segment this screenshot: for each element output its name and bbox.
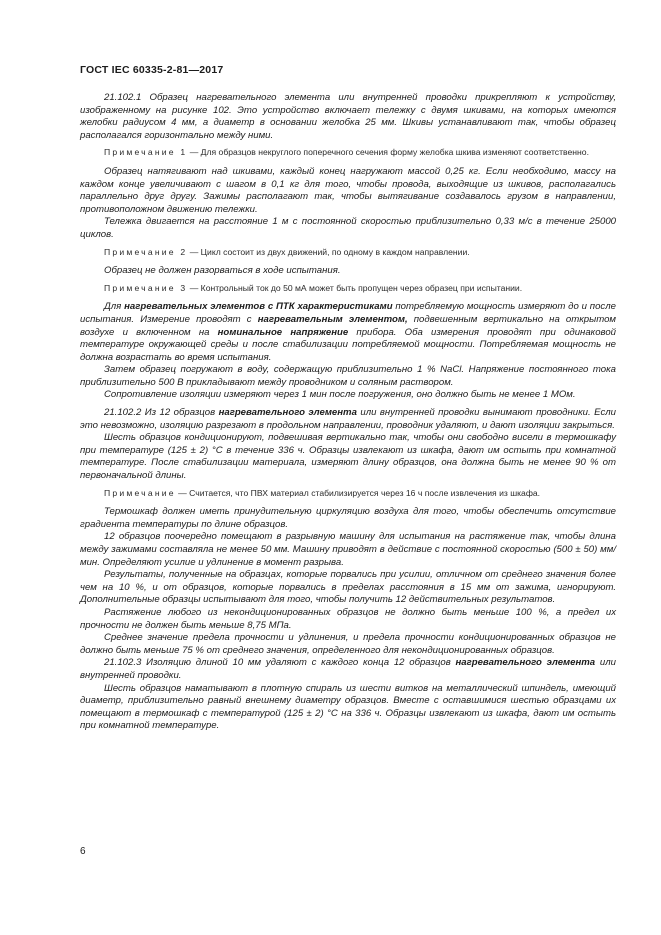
p21-102-3-text-1: 21.102.3 Изоляцию длиной 10 мм удаляют с каждого конца 12 образцов (104, 657, 456, 669)
paragraph-ptc (80, 301, 616, 364)
note-1-text: — Для образцов некруглого поперечного сечения форму желобка шкива изменяют соответственно. (187, 147, 589, 158)
note-pvc-label: Примечание (104, 487, 176, 498)
paragraph-21-102-3 (80, 657, 616, 682)
note-2-text: — Цикл состоит из двух движений, по одному в каждом направлении. (187, 246, 470, 257)
page-number: 6 (80, 846, 86, 857)
paragraph-conditioning: Шесть образцов кондиционируют, подвешивая вертикально так, чтобы они свободно висели в термошкафу при температуре (125 ± 2) °С в течение 336 ч. Образцы извлекают из шкафа, дают им остыть при комнатной температуре. После стабилизации материала, измеряют длину образцов, она должна быть не менее 90 % от первоначальной длины. (80, 432, 616, 482)
paragraph-immersion: Затем образец погружают в воду, содержащую приблизительно 1 % NaCl. Напряжение постоянного тока приблизительно 500 В прикладывают между проводником и соляным раствором. (80, 364, 616, 388)
paragraph-average: Среднее значение предела прочности и удлинения, и предела прочности кондиционированных образцов не должно быть меньше 75 % от среднего значения, определенного для некондиционированных образцов. (80, 632, 616, 656)
ptc-text-1: Для (104, 301, 125, 313)
paragraph-insulation-resistance: Сопротивление изоляции измеряют через 1 мин после погружения, оно должно быть не менее 1 МОм. (104, 389, 576, 401)
paragraph-results: Результаты, полученные на образцах, которые порвались при усилии, отличном от среднего значения более чем на 10 %, и от образцов, которые порвались в пределах расстояния в 15 мм от зажима, игнорируют. Дополнительные образцы испытывают для того, чтобы получить 12 действительных результатов. (80, 569, 616, 606)
p21-102-2-text-1: 21.102.2 Из 12 образцов (104, 407, 219, 419)
standard-designation: ГОСТ IEC 60335-2-81—2017 (80, 64, 224, 76)
note-3-text: — Контрольный ток до 50 мА может быть пропущен через образец при испытании. (187, 282, 523, 293)
ptc-term-1: нагревательных элементов с ПТК характеристиками (124, 301, 393, 313)
note-pvc (80, 488, 616, 500)
paragraph-tension: Образец натягивают над шкивами, каждый конец нагружают массой 0,25 кг. Если необходимо, массу на каждом конце увеличивают с шагом в 0,1 кг для того, чтобы провода, выходящие из шкивов, располагались параллельно друг другу. Зажимы располагают так, чтобы вытягивание создавалось грузом в направлении, противоположном движению тележки. (80, 165, 616, 215)
ptc-text-3: подвешенным вертикально на открытом воздухе и включенном на (80, 313, 616, 338)
paragraph-21-102-1: 21.102.1 Образец нагревательного элемента или внутренней проводки прикрепляют к устройству, изображенному на рисунке 102. Это устройство включает тележку с двумя шкивами, на которых имеются желобки радиусом 4 мм, а диаметр в основании желобка 25 мм. Шкивы устанавливают так, чтобы образец располагался горизонтально между ними. (80, 92, 616, 141)
paragraph-tensile-test: 12 образцов поочередно помещают в разрывную машину для испытания на растяжение так, чтобы длина между зажимами составляла не менее 50 мм. Машину приводят в действие с постоянной скоростью (500 ± 50) мм/мин. Определяют усилие и удлинение в момент разрыва. (80, 531, 616, 568)
ptc-term-2: нагревательным элементом, (257, 313, 408, 325)
note-1-label: Примечание 1 (104, 147, 188, 158)
paragraph-elongation: Растяжение любого из некондиционированных образцов не должно быть меньше 100 %, а предел их прочности не должен быть меньше 8,75 МПа. (80, 606, 616, 631)
p21-102-3-term: нагревательного элемента (455, 657, 596, 669)
note-pvc-text: — Считается, что ПВХ материал стабилизируется через 16 ч после извлечения из шкафа. (175, 487, 541, 498)
paragraph-no-break: Образец не должен разорваться в ходе испытания. (104, 265, 341, 277)
document-body (80, 92, 616, 733)
note-3-label: Примечание 3 (104, 282, 188, 293)
paragraph-21-102-2 (80, 407, 616, 432)
p21-102-3-text-2: или внутренней проводки. (80, 657, 616, 681)
p21-102-2-term: нагревательного элемента (218, 407, 357, 419)
paragraph-carriage: Тележка двигается на расстояние 1 м с постоянной скоростью приблизительно 0,33 м/с в течение 25000 циклов. (80, 216, 616, 240)
note-2 (80, 247, 616, 259)
ptc-term-3: номинальное напряжение (217, 326, 349, 338)
paragraph-oven: Термошкаф должен иметь принудительную циркуляцию воздуха для того, чтобы обеспечить отсутствие градиента температуры по длине образцов. (80, 506, 616, 530)
paragraph-spiral: Шесть образцов наматывают в плотную спираль из шести витков на металлический шпиндель, имеющий диаметр, приблизительно равный внешнему диаметру образцов. Вместе с оставшимися шестью образцами их помещают в термошкаф с температурой (125 ± 2) °С на 336 ч. Образцы извлекают из шкафа, дают им остыть при комнатной температуре. (80, 682, 616, 732)
note-2-label: Примечание 2 (104, 246, 188, 257)
note-1 (80, 147, 616, 159)
note-3 (80, 283, 616, 295)
ptc-text-2: потребляемую мощность измеряют до и после испытания. Измерение проводят с (80, 301, 616, 325)
ptc-text-4: прибора. Оба измерения проводят при одинаковой температуре окружающей среды и после стабилизации потребляемой мощности. Потребляемая мощность не должна возрастать во время испытания. (80, 326, 616, 363)
p21-102-2-text-2: или внутренней проводки вынимают проводники. Если это невозможно, изоляцию разрезают в продольном направлении, проводник удаляют, и дают изоляции закрыться. (80, 407, 617, 431)
